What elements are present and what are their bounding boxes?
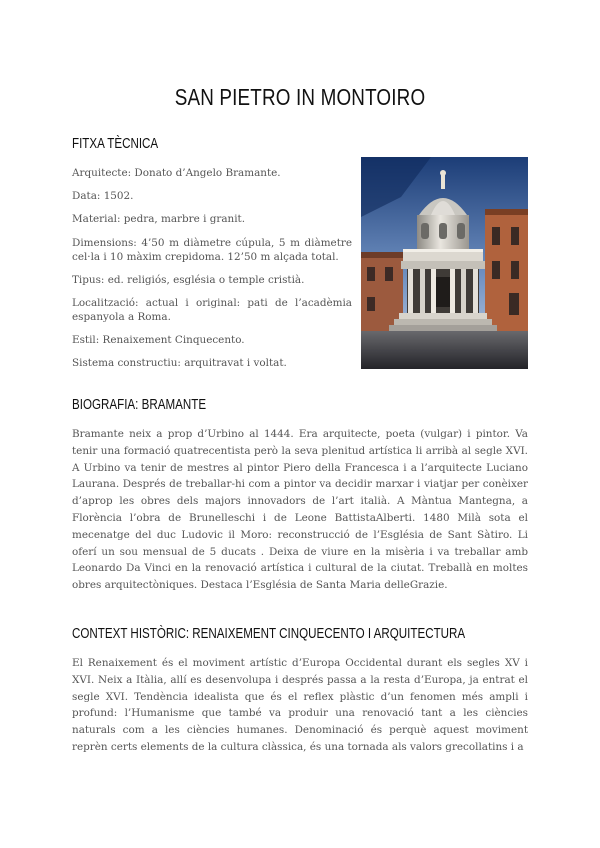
fitxa-data: Data: 1502. — [72, 190, 134, 202]
fitxa-tipus: Tipus: ed. religiós, església o temple cristià. — [72, 274, 305, 286]
fitxa-dimensions: Dimensions: 4’50 m diàmetre cúpula, 5 m diàmetre cel·la i 10 màxim crepidoma. 12’50 m alçada total. — [72, 237, 352, 263]
fitxa-heading: FITXA TÈCNICA — [72, 136, 159, 152]
fitxa-material: Material: pedra, marbre i granit. — [72, 213, 246, 225]
context-heading: CONTEXT HISTÒRIC: RENAIXEMENT CINQUECENTO I ARQUITECTURA — [72, 626, 466, 642]
fitxa-arquitecte: Arquitecte: Donato d’Angelo Bramante. — [72, 167, 281, 179]
fitxa-estil: Estil: Renaixement Cinquecento. — [72, 334, 245, 346]
fitxa-sistema: Sistema constructiu: arquitravat i voltat. — [72, 357, 287, 369]
fitxa-localitzacio: Localització: actual i original: pati de l’acadèmia espanyola a Roma. — [72, 297, 352, 323]
biografia-paragraph: Bramante neix a prop d’Urbino al 1444. Era arquitecte, poeta (vulgar) i pintor. Va tenir una formació quatrecentista però la seva plenitud artística li arribà al segle XVI. A Urbino va tenir de mestres al pintor Piero della Francesca i a l’arquitecte Luciano Laurana. Després de treballar-hi com a pintor va decidir marxar i viatjar per conèixer d’aprop les obres dels majors innovadors de l’art italià. A Màntua Mantegna, a Florència l’obra de Brunelleschi i de Leone BattistaAlberti. 1480 Milà sota el mecenatge del duc Ludovic il Moro: reconstrucció de l’Església de Sant Sàtiro. Li oferí un sou mensual de 5 ducats . Deixa de viure en la misèria i va treballar amb Leonardo Da Vinci en la renovació artística i cultural de la ciutat. Treballà en moltes obres arquitectòniques. Destaca l’Església de Santa Maria delleGrazie. — [72, 428, 528, 592]
context-paragraph: El Renaixement és el moviment artístic d’Europa Occidental durant els segles XV i XVI. Neix a Itàlia, allí es desenvolupa i després passa a la resta d’Europa, ja entrat el segle XVI. Tendència idealista que és el reflex plàstic d’un fenomen més ampli i profund: l’Humanisme que també va produir una renovació tant a les ciències naturals com a les ciències humanes. Denominació és perquè aquest moviment reprèn certs elements de la cultura clàssica, és una tornada als valors grecollatins i a — [72, 657, 528, 753]
tempietto-photo — [361, 157, 528, 369]
page-title: SAN PIETRO IN MONTOIRO — [174, 84, 426, 110]
biografia-heading: BIOGRAFIA: BRAMANTE — [72, 397, 207, 413]
